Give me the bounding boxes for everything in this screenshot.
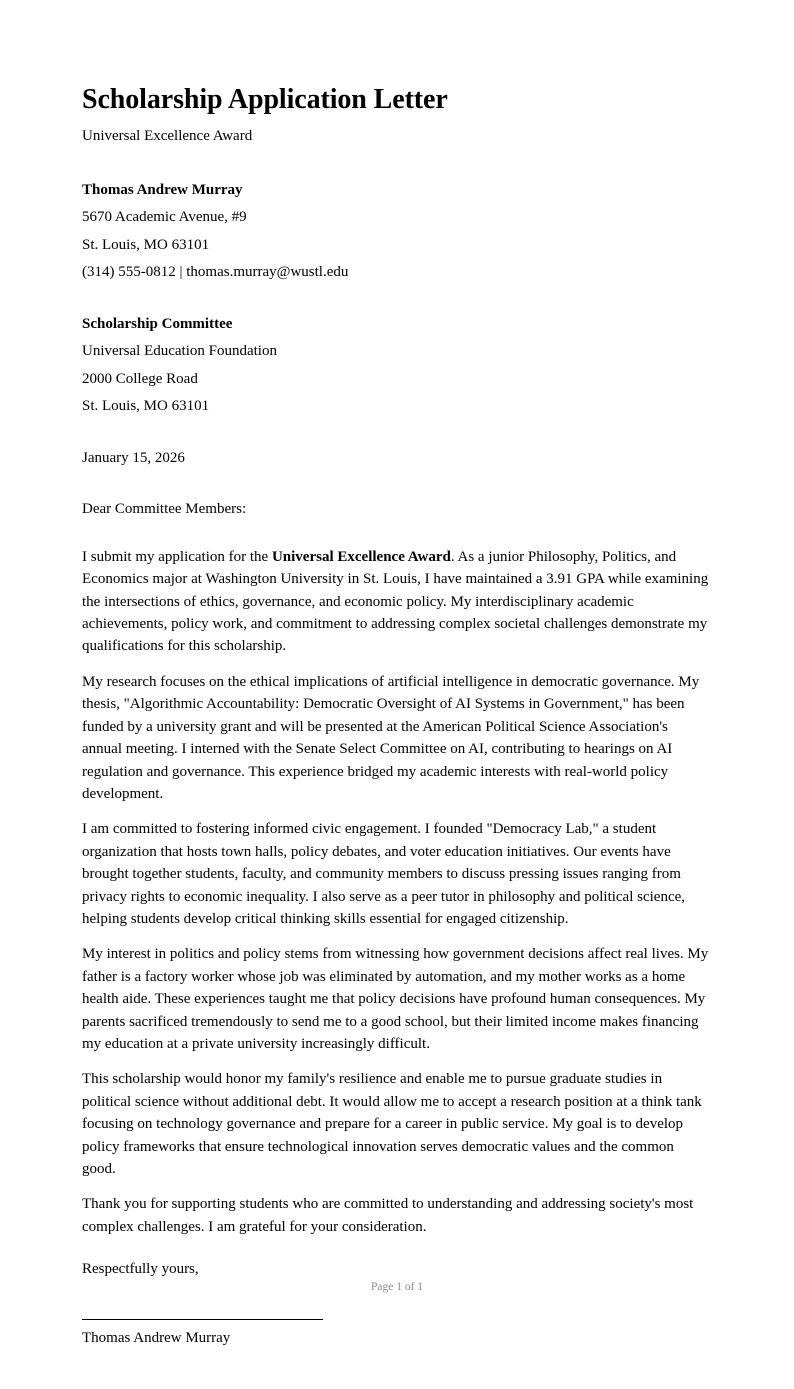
signature-name: Thomas Andrew Murray xyxy=(82,1329,231,1346)
signature-block xyxy=(82,1319,710,1349)
salutation: Dear Committee Members: xyxy=(82,501,247,518)
body-paragraph-5: This scholarship would honor my family's resilience and enable me to pursue graduate studies in political science without additional debt. It would allow me to accept a research position at a think tank focusing on technology governance and prepare for a career in public service. My goal is to develop policy frameworks that ensure technological innovation serves democratic values and the common good. xyxy=(82,1071,702,1178)
body-paragraph-1 xyxy=(82,546,710,658)
letter-date: January 15, 2026 xyxy=(82,449,185,466)
sender-address-line-2: St. Louis, MO 63101 xyxy=(82,236,210,253)
body-paragraph-6: Thank you for supporting students who are committed to understanding and addressing society's most complex challenges. I am grateful for your consideration. xyxy=(82,1196,694,1235)
recipient-address-line-1: 2000 College Road xyxy=(82,370,198,387)
body-paragraph-3: I am committed to fostering informed civic engagement. I founded "Democracy Lab," a student organization that hosts town halls, policy debates, and voter education initiatives. Our events have brought together students, faculty, and community members to discuss pressing issues ranging from privacy rights to economic inequality. I also serve as a peer tutor in philosophy and political science, helping students develop critical thinking skills essential for engaged citizenship. xyxy=(82,821,686,927)
recipient-organization: Universal Education Foundation xyxy=(82,343,277,360)
sender-address-line-1: 5670 Academic Avenue, #9 xyxy=(82,209,247,226)
recipient-address-line-2: St. Louis, MO 63101 xyxy=(82,398,210,415)
award-name-emphasis: Universal Excellence Award xyxy=(271,548,451,565)
recipient-name: Scholarship Committee xyxy=(82,315,233,332)
document-subtitle: Universal Excellence Award xyxy=(82,128,253,145)
valediction: Respectfully yours, xyxy=(82,1261,199,1278)
sender-address-block xyxy=(82,177,710,287)
body-paragraph-4: My interest in politics and policy stems from witnessing how government decisions affect real lives. My father is a factory worker whose job was eliminated by automation, and my mother works as a home health aide. These experiences taught me that policy decisions have profound human consequences. My parents sacrificed tremendously to send me to a good school, but their limited income makes financing my education at a private university increasingly difficult. xyxy=(82,946,709,1052)
paragraph-1-trailing-text: . As a junior Philosophy, Politics, and Economics major at Washington University in St. Louis, I have maintained a 3.91 GPA while examining the intersections of ethics, governance, and economic policy. My interdisciplinary academic achievements, policy work, and commitment to addressing complex societal challenges demonstrate my qualifications for this scholarship. xyxy=(82,548,709,655)
sender-contact: (314) 555-0812 | thomas.murray@wustl.edu xyxy=(82,264,349,281)
page-footer: Page 1 of 1 xyxy=(370,1281,424,1293)
sender-name: Thomas Andrew Murray xyxy=(82,181,243,198)
page-title: Scholarship Application Letter xyxy=(82,84,448,115)
recipient-address-block xyxy=(82,311,710,421)
signature-line xyxy=(82,1319,323,1320)
body-paragraph-2: My research focuses on the ethical implications of artificial intelligence in democratic governance. My thesis, "Algorithmic Accountability: Democratic Oversight of AI Systems in Government," has been funded by a university grant and will be presented at the American Political Science Association's annual meeting. I interned with the Senate Select Committee on AI, contributing to hearings on AI regulation and governance. This experience bridged my academic interests with real-world policy development. xyxy=(82,673,700,802)
paragraph-1-lead-text: I submit my application for the xyxy=(82,548,272,565)
